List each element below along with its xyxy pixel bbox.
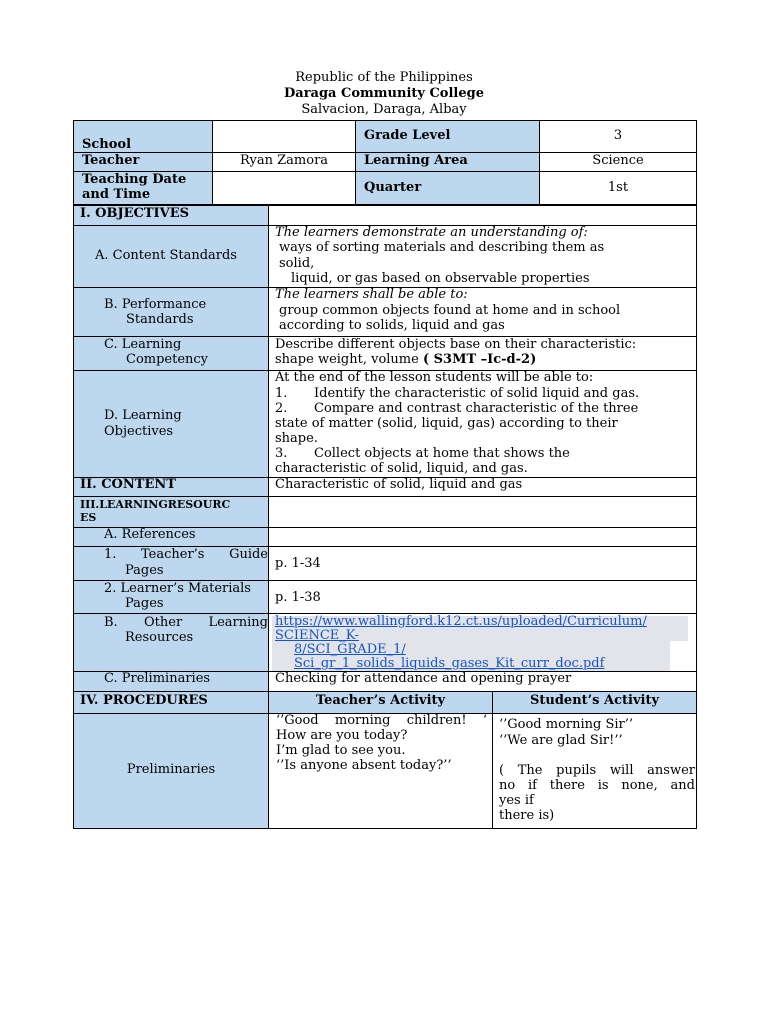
student-activity-header: Student’s Activity [529, 693, 660, 708]
teachers-guide-label-b: Guide [229, 547, 268, 562]
quarter-value: 1st [607, 180, 629, 195]
student-line: ‘’Good morning Sir’’ [499, 717, 634, 732]
teacher-line: ‘’Is anyone absent today?’’ [276, 758, 452, 773]
teacher-line-b: ‘ [482, 713, 487, 728]
lesson-col-divider [268, 205, 269, 829]
teacher-value: Ryan Zamora [239, 153, 329, 168]
student-line: there is) [499, 808, 555, 823]
learning-competency-line: Describe different objects base on their characteristic: [275, 337, 637, 352]
other-resources-label-2: Resources [125, 630, 194, 645]
preliminaries-value: Checking for attendance and opening prayer [275, 671, 572, 686]
row-divider [73, 691, 697, 692]
teachers-guide-label [104, 547, 268, 562]
objective-number: 3. [275, 446, 288, 461]
learning-competency-text: shape weight, volume [275, 352, 419, 367]
content-standards-line: ways of sorting materials and describing them as [279, 240, 605, 255]
content-standards-line: liquid, or gas based on observable properties [291, 271, 590, 286]
objective-item: characteristic of solid, liquid, and gas. [275, 461, 528, 476]
learning-competency-line [275, 352, 536, 367]
teaching-time-label: and Time [82, 187, 151, 202]
teachers-guide-label-2: Pages [125, 563, 164, 578]
row-divider [73, 496, 697, 497]
learning-area-label: Learning Area [364, 153, 468, 168]
learners-materials-label-2: Pages [125, 596, 164, 611]
resource-link[interactable]: SCIENCE_K- [275, 628, 359, 643]
content-standards-label: A. Content Standards [95, 248, 237, 263]
learning-competency-label: C. Learning [104, 337, 182, 352]
objective-number: 2. [275, 401, 288, 416]
other-resources-label [104, 615, 268, 630]
header-college: Daraga Community College [284, 86, 484, 101]
objective-number: 1. [275, 386, 288, 401]
teacher-activity-header: Teacher’s Activity [315, 693, 446, 708]
teaching-date-label: Teaching Date [82, 172, 187, 187]
grade-level-value: 3 [613, 128, 623, 143]
objective-item: Collect objects at home that shows the [314, 446, 570, 461]
preliminaries-label: C. Preliminaries [104, 671, 211, 686]
resources-heading-2: ES [80, 511, 97, 524]
info-col-divider [355, 120, 356, 205]
teacher-line [276, 713, 487, 728]
content-standards-line: solid, [279, 256, 315, 271]
learning-area-value: Science [592, 153, 644, 168]
student-line: yes if [499, 793, 534, 808]
performance-standards-intro: The learners shall be able to: [275, 287, 468, 302]
grade-level-label: Grade Level [364, 128, 451, 143]
learning-objectives-label: D. Learning [104, 408, 182, 423]
content-standards-intro: The learners demonstrate an understanding of: [275, 225, 588, 240]
resources-heading: III.LEARNINGRESOURC [80, 498, 231, 511]
learning-competency-label-2: Competency [126, 352, 209, 367]
performance-standards-label-2: Standards [126, 312, 194, 327]
objective-item: Identify the characteristic of solid liquid and gas. [314, 386, 640, 401]
student-line: no if there is none, and [499, 778, 695, 793]
learning-objectives-label-2: Objectives [104, 424, 174, 439]
content-value: Characteristic of solid, liquid and gas [275, 477, 523, 492]
resource-link[interactable]: 8/SCI_GRADE_1/ [294, 642, 406, 657]
procedure-row-label: Preliminaries [126, 762, 216, 777]
student-line: ( The pupils will answer [499, 763, 695, 778]
objective-item: state of matter (solid, liquid, gas) according to their [275, 416, 618, 431]
quarter-label: Quarter [364, 180, 422, 195]
objective-item: Compare and contrast characteristic of the three [314, 401, 639, 416]
other-resources-label-a: B. Other [104, 615, 183, 630]
learners-materials-value: p. 1-38 [275, 590, 321, 605]
procedures-heading: IV. PROCEDURES [80, 693, 208, 708]
learners-materials-label: 2. Learner’s Materials [104, 581, 251, 596]
resource-link[interactable]: Sci_gr_1_solids_liquids_gases_Kit_curr_doc.pdf [294, 656, 605, 671]
document-header [0, 70, 768, 118]
header-address: Salvacion, Daraga, Albay [301, 102, 467, 117]
teacher-label: Teacher [82, 153, 140, 168]
header-country: Republic of the Philippines [295, 70, 473, 85]
teacher-line-a: ‘’Good morning children! [276, 713, 467, 728]
learning-competency-code: ( S3MT –Ic-d-2) [422, 352, 537, 367]
objectives-heading: I. OBJECTIVES [80, 206, 189, 221]
performance-standards-label: B. Performance [104, 297, 207, 312]
teacher-line: I’m glad to see you. [276, 743, 406, 758]
performance-standards-line: according to solids, liquid and gas [279, 318, 505, 333]
student-line: ‘’We are glad Sir!’’ [499, 733, 623, 748]
school-label: School [82, 137, 132, 152]
references-label: A. References [104, 527, 196, 542]
other-resources-label-b: Learning [208, 615, 268, 630]
resource-link[interactable]: https://www.wallingford.k12.ct.us/uploaded/Curriculum/ [275, 614, 647, 629]
content-heading: II. CONTENT [80, 477, 176, 492]
objective-item: shape. [275, 431, 318, 446]
teachers-guide-label-a: 1. Teacher’s [104, 547, 205, 562]
procedure-col-divider [492, 691, 493, 829]
learning-objectives-intro: At the end of the lesson students will be able to: [275, 370, 594, 385]
teachers-guide-value: p. 1-34 [275, 556, 321, 571]
performance-standards-line: group common objects found at home and in school [279, 303, 621, 318]
teacher-line: How are you today? [276, 728, 408, 743]
